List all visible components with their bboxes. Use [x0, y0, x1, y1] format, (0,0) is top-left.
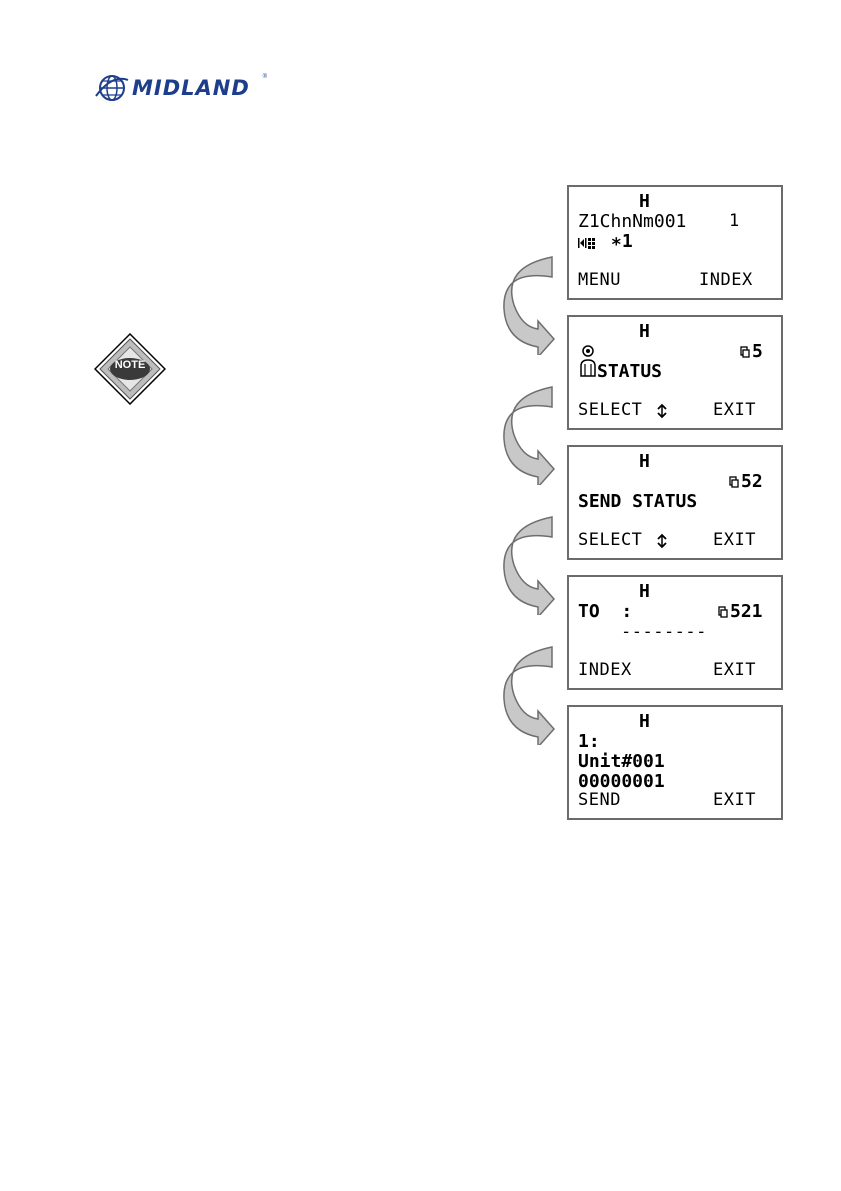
id-entry-field[interactable]: --------	[621, 622, 707, 642]
midland-logo	[94, 68, 269, 108]
softkey-right[interactable]: INDEX	[699, 270, 753, 290]
menu-code-icon	[718, 606, 728, 618]
menu-title: STATUS	[597, 361, 663, 382]
globe-icon	[94, 70, 130, 106]
curved-arrow-icon	[500, 515, 560, 615]
curved-arrow-icon	[500, 645, 560, 745]
to-label: TO :	[578, 601, 633, 622]
indicator-h: H	[639, 321, 650, 342]
lcd-screen-3	[567, 445, 783, 560]
indicator-h: H	[639, 191, 650, 212]
note-label: NOTE	[114, 359, 146, 371]
softkey-left[interactable]: SELECT	[578, 400, 643, 420]
softkey-right[interactable]: EXIT	[713, 400, 756, 420]
person-icon	[580, 344, 598, 378]
lcd-screen-2	[567, 315, 783, 430]
indicator-h: H	[639, 451, 650, 472]
indicator-h: H	[639, 711, 650, 732]
softkey-left[interactable]: INDEX	[578, 660, 632, 680]
softkey-left[interactable]: MENU	[578, 270, 621, 290]
menu-code: 52	[741, 471, 763, 492]
lcd-screen-1	[567, 185, 783, 300]
curved-arrow-icon	[500, 385, 560, 485]
softkey-left[interactable]: SELECT	[578, 530, 643, 550]
softkey-right[interactable]: EXIT	[713, 530, 756, 550]
logo-text: MIDLAND	[132, 76, 250, 100]
unit-name: Unit#001	[578, 751, 665, 772]
up-down-arrow-icon	[656, 533, 668, 549]
softkey-right[interactable]: EXIT	[713, 660, 756, 680]
curved-arrow-icon	[500, 255, 560, 355]
menu-title: SEND STATUS	[578, 491, 698, 512]
menu-code: 5	[752, 341, 763, 362]
softkey-left[interactable]: SEND	[578, 790, 621, 810]
list-index: 1:	[578, 731, 600, 752]
channel-name: Z1ChnNm001	[578, 211, 687, 232]
menu-code: 521	[730, 601, 763, 622]
note-badge	[94, 333, 166, 405]
unit-id: 00000001	[578, 771, 665, 792]
menu-code-icon	[729, 476, 739, 488]
indicator-h: H	[639, 581, 650, 602]
channel-number: 1	[729, 211, 740, 231]
lcd-screen-5	[567, 705, 783, 820]
menu-code-icon	[740, 346, 750, 358]
up-down-arrow-icon	[656, 403, 668, 419]
signal-icon	[578, 236, 598, 250]
softkey-right[interactable]: EXIT	[713, 790, 756, 810]
status-line: ∗1	[611, 231, 633, 252]
lcd-screen-4	[567, 575, 783, 690]
logo-trademark: ®	[262, 74, 267, 80]
